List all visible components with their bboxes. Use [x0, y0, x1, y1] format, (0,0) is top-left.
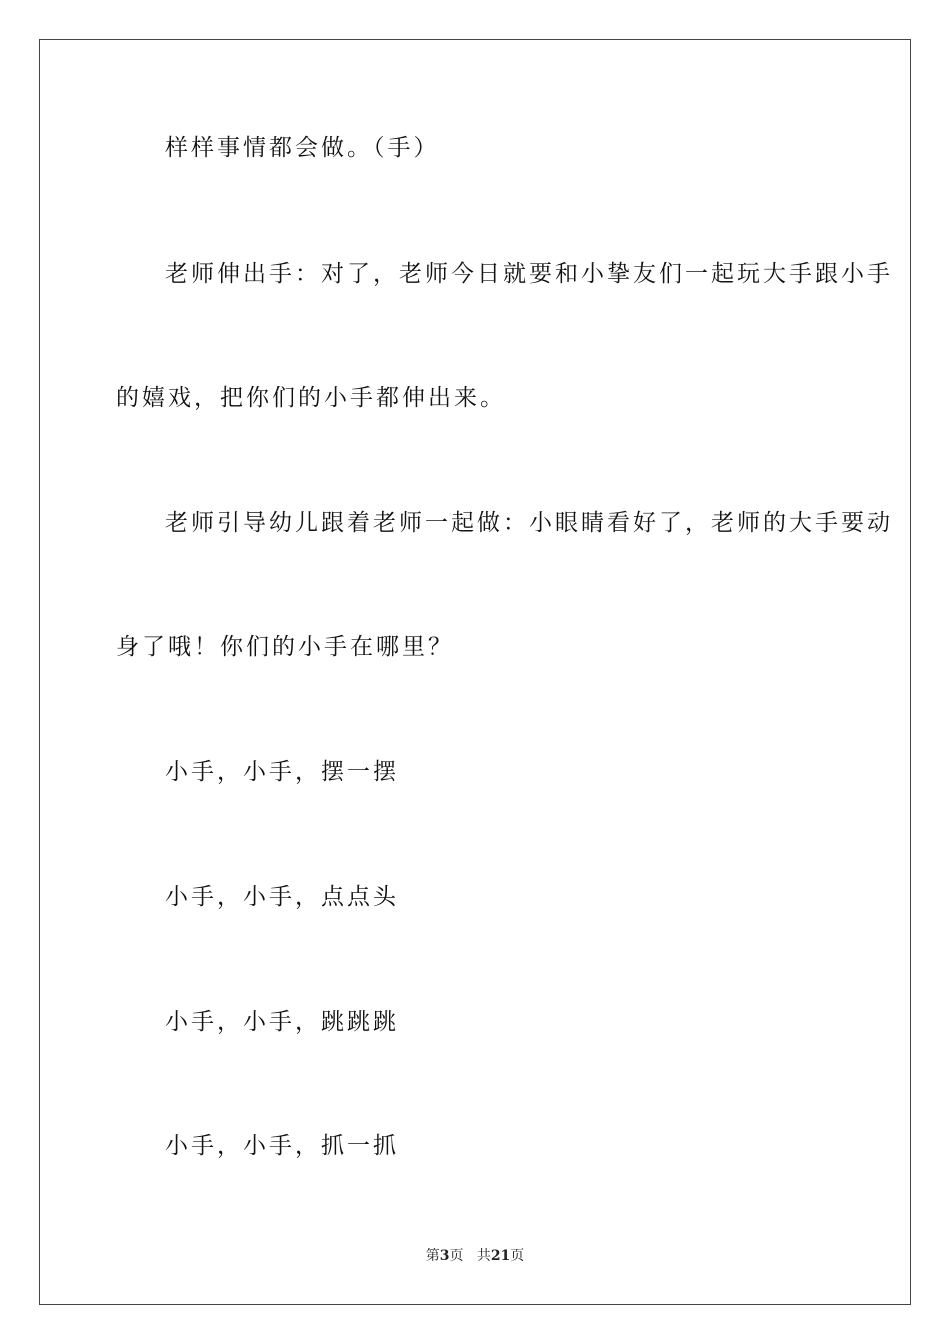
- footer-total-pages: 21: [490, 1248, 511, 1264]
- page-footer: [0, 1247, 950, 1265]
- paragraph-line-4: 老师引导幼儿跟着老师一起做：小眼睛看好了，老师的大手要动: [165, 510, 893, 536]
- paragraph-line-2: 老师伸出手：对了，老师今日就要和小挚友们一起玩大手跟小手: [165, 261, 893, 287]
- paragraph-line-6: 小手，小手，摆一摆: [165, 759, 399, 785]
- page-border: [39, 39, 911, 1305]
- footer-page-prefix: 第: [425, 1248, 440, 1264]
- paragraph-line-7: 小手，小手，点点头: [165, 884, 399, 910]
- paragraph-line-5: 身了哦！你们的小手在哪里？: [116, 634, 454, 660]
- footer-total-prefix: 共: [476, 1248, 491, 1264]
- paragraph-line-1: 样样事情都会做。（手）: [165, 135, 440, 161]
- footer-page-number: 3: [439, 1248, 450, 1264]
- paragraph-line-3: 的嬉戏，把你们的小手都伸出来。: [116, 385, 506, 411]
- paragraph-line-9: 小手，小手，抓一抓: [165, 1133, 399, 1159]
- footer-total-suffix: 页: [510, 1248, 525, 1264]
- footer-page-suffix: 页: [449, 1248, 464, 1264]
- paragraph-line-8: 小手，小手，跳跳跳: [165, 1009, 399, 1035]
